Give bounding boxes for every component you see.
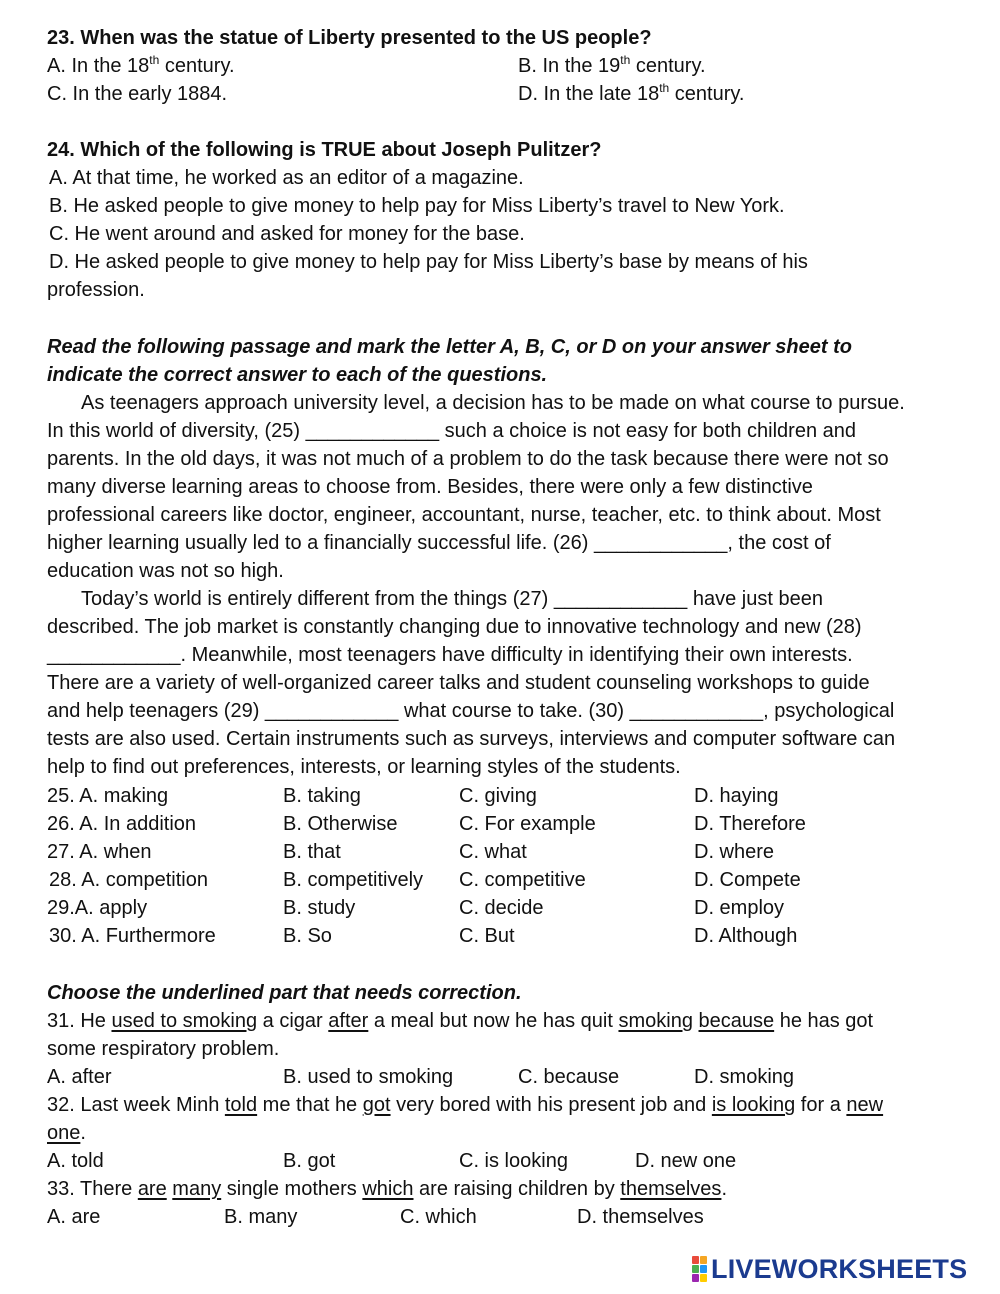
logo-block — [692, 1274, 699, 1282]
passage-line: professional careers like doctor, engineer, accountant, nurse, teacher, etc. to think about. Most — [47, 504, 881, 526]
q26-option-a[interactable]: 26. A. In addition — [47, 813, 197, 835]
question-33: 33. There are many single mothers which are raising children by themselves. — [47, 1178, 727, 1200]
logo-block — [692, 1265, 699, 1273]
q33-option-a[interactable]: A. are — [47, 1206, 101, 1228]
question-31: 31. He used to smoking a cigar after a meal but now he has quit smoking because he has got — [47, 1010, 874, 1032]
question-24: 24. Which of the following is TRUE about Joseph Pulitzer? — [47, 139, 602, 161]
passage-line: There are a variety of well-organized career talks and student counseling workshops to guide — [47, 672, 870, 694]
q28-option-d[interactable]: D. Compete — [694, 869, 801, 891]
q24-option-b[interactable]: B. He asked people to give money to help pay for Miss Liberty’s travel to New York. — [49, 195, 785, 217]
q24-option-c[interactable]: C. He went around and asked for money for the base. — [49, 223, 525, 245]
q32-option-a[interactable]: A. told — [47, 1150, 104, 1172]
logo-block — [692, 1256, 699, 1264]
q27-option-b[interactable]: B. that — [283, 841, 341, 863]
underlined-part: many — [172, 1178, 222, 1200]
passage-line: As teenagers approach university level, a decision has to be made on what course to pursue. — [81, 392, 905, 414]
q23-option-d[interactable]: D. In the late 18th century. — [518, 81, 745, 105]
question-31-cont: some respiratory problem. — [47, 1038, 280, 1060]
logo-blocks-icon — [692, 1256, 707, 1282]
passage-instruction-cont: indicate the correct answer to each of the questions. — [47, 364, 548, 386]
underlined-part: after — [328, 1010, 369, 1032]
passage-line: parents. In the old days, it was not much of a problem to do the task because there were not so — [47, 448, 889, 470]
logo-text: LIVEWORKSHEETS — [711, 1253, 968, 1284]
q28-option-c[interactable]: C. competitive — [459, 869, 586, 891]
underlined-part: is looking — [711, 1094, 796, 1116]
q26-option-b[interactable]: B. Otherwise — [283, 813, 398, 835]
question-32: 32. Last week Minh told me that he got very bored with his present job and is looking for a new — [47, 1094, 884, 1116]
q23-option-c[interactable]: C. In the early 1884. — [47, 83, 228, 105]
passage-line: higher learning usually led to a financially successful life. (26) ____________, the cost of — [47, 532, 831, 554]
underlined-part: got — [362, 1094, 391, 1116]
question-32-cont: one. — [47, 1122, 86, 1144]
q28-option-b[interactable]: B. competitively — [283, 869, 424, 891]
q31-option-b[interactable]: B. used to smoking — [283, 1066, 454, 1088]
underlined-part: because — [698, 1010, 775, 1032]
q31-option-c[interactable]: C. because — [518, 1066, 620, 1088]
q26-option-d[interactable]: D. Therefore — [694, 813, 806, 835]
q30-option-d[interactable]: D. Although — [694, 925, 798, 947]
passage-instruction: Read the following passage and mark the letter A, B, C, or D on your answer sheet to — [47, 336, 852, 358]
underlined-part: new — [846, 1094, 884, 1116]
question-23: 23. When was the statue of Liberty presented to the US people? — [47, 27, 652, 49]
underlined-part: told — [224, 1094, 258, 1116]
q32-option-d[interactable]: D. new one — [635, 1150, 737, 1172]
passage-line: and help teenagers (29) ____________ what course to take. (30) ____________, psychological — [47, 700, 895, 722]
passage-line: help to find out preferences, interests, or learning styles of the students. — [47, 756, 681, 778]
q32-option-c[interactable]: C. is looking — [459, 1150, 568, 1172]
passage-line: tests are also used. Certain instruments such as surveys, interviews and computer software can — [47, 728, 896, 750]
q33-option-b[interactable]: B. many — [224, 1206, 298, 1228]
q24-option-d-cont: profession. — [47, 279, 145, 301]
q28-option-a[interactable]: 28. A. competition — [49, 869, 208, 891]
underlined-part: used to smoking — [111, 1010, 258, 1032]
q32-option-b[interactable]: B. got — [283, 1150, 336, 1172]
underlined-part: which — [362, 1178, 414, 1200]
q29-option-a[interactable]: 29.A. apply — [47, 897, 148, 919]
passage-line: ____________. Meanwhile, most teenagers have difficulty in identifying their own interests. — [47, 644, 853, 666]
q33-option-d[interactable]: D. themselves — [577, 1206, 704, 1228]
q24-option-d[interactable]: D. He asked people to give money to help pay for Miss Liberty’s base by means of his — [49, 251, 808, 273]
q25-option-d[interactable]: D. haying — [694, 785, 779, 807]
correction-instruction: Choose the underlined part that needs correction. — [47, 982, 522, 1004]
q25-option-a[interactable]: 25. A. making — [47, 785, 169, 807]
q31-option-d[interactable]: D. smoking — [694, 1066, 795, 1088]
q26-option-c[interactable]: C. For example — [459, 813, 596, 835]
q23-option-a[interactable]: A. In the 18th century. — [47, 53, 235, 77]
q27-option-a[interactable]: 27. A. when — [47, 841, 152, 863]
underlined-part: themselves — [620, 1178, 722, 1200]
q30-option-c[interactable]: C. But — [459, 925, 515, 947]
q27-option-c[interactable]: C. what — [459, 841, 527, 863]
q30-option-b[interactable]: B. So — [283, 925, 332, 947]
q33-option-c[interactable]: C. which — [400, 1206, 477, 1228]
underlined-part: one — [47, 1122, 81, 1144]
liveworksheets-logo[interactable] — [692, 1254, 967, 1284]
q30-option-a[interactable]: 30. A. Furthermore — [49, 925, 216, 947]
underlined-part: are — [137, 1178, 167, 1200]
underlined-part: smoking — [618, 1010, 693, 1032]
logo-block — [700, 1274, 707, 1282]
passage-line: In this world of diversity, (25) ____________ such a choice is not easy for both children and — [47, 420, 856, 442]
q25-option-c[interactable]: C. giving — [459, 785, 537, 807]
passage-line: many diverse learning areas to choose from. Besides, there were only a few distinctive — [47, 476, 813, 498]
q29-option-c[interactable]: C. decide — [459, 897, 544, 919]
q29-option-d[interactable]: D. employ — [694, 897, 785, 919]
q24-option-a[interactable]: A. At that time, he worked as an editor of a magazine. — [49, 167, 524, 189]
q29-option-b[interactable]: B. study — [283, 897, 356, 919]
q31-option-a[interactable]: A. after — [47, 1066, 112, 1088]
q25-option-b[interactable]: B. taking — [283, 785, 361, 807]
logo-block — [700, 1265, 707, 1273]
q27-option-d[interactable]: D. where — [694, 841, 775, 863]
logo-block — [700, 1256, 707, 1264]
q23-option-b[interactable]: B. In the 19th century. — [518, 53, 706, 77]
passage-line: education was not so high. — [47, 560, 284, 582]
passage-line: described. The job market is constantly changing due to innovative technology and new (28) — [47, 616, 862, 638]
passage-line: Today’s world is entirely different from the things (27) ____________ have just been — [81, 588, 823, 610]
